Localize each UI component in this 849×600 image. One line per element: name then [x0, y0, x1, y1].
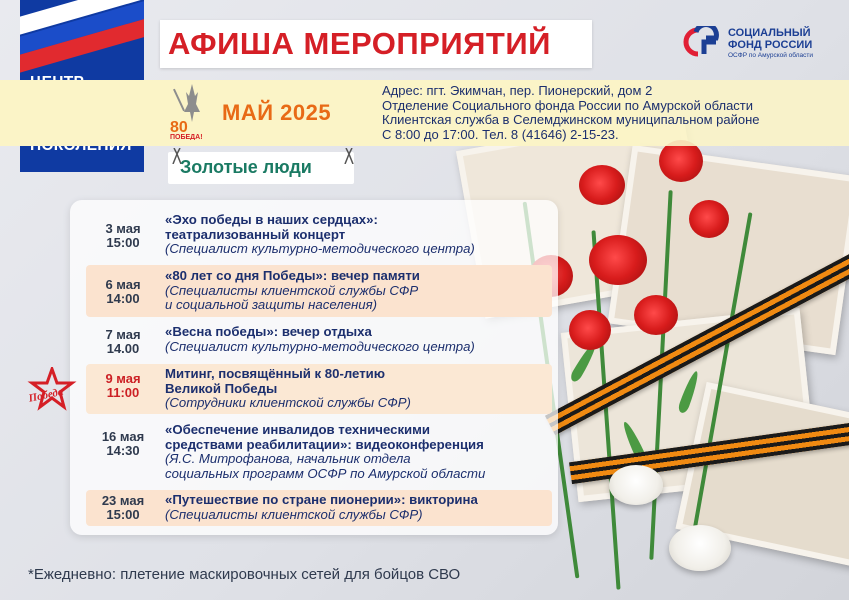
event-details: «Эхо победы в наших сердцах»: театрализованный концерт (Специалист культурно-методического центра) — [165, 212, 475, 256]
event-details: «80 лет со дня Победы»: вечер памяти (Специалисты клиентской службы СФР и социальной защиты населения) — [165, 268, 420, 312]
page-title: АФИША МЕРОПРИЯТИЙ — [168, 26, 551, 61]
ribbon-icon — [344, 148, 354, 164]
event-row — [86, 212, 552, 262]
event-row — [86, 322, 552, 360]
sfr-logo-icon — [682, 26, 722, 58]
event-date: 3 мая 15:00 — [105, 221, 141, 250]
event-details: «Обеспечение инвалидов техническими средствами реабилитации»: видеоконференция (Я.С. Митрофанова, начальник отдела социальных программ ОСФР по Амурской области — [165, 422, 486, 481]
event-row — [86, 490, 552, 526]
event-details: Митинг, посвящённый к 80-летию Великой Победы (Сотрудники клиентской службы СФР) — [165, 366, 411, 410]
event-row — [86, 420, 552, 484]
event-date: 6 мая 14:00 — [105, 277, 141, 306]
event-date: 16 мая 14:30 — [101, 429, 145, 458]
event-details: «Путешествие по стране пионерии»: викторина (Специалисты клиентской службы СФР) — [165, 492, 478, 522]
address-block — [382, 84, 760, 142]
address-line: Клиентская служба в Селемджинском муниципальном районе — [382, 112, 760, 127]
address-line: Адрес: пгт. Экимчан, пер. Пионерский, дом 2 — [382, 83, 653, 98]
month-label: МАЙ 2025 — [222, 100, 332, 125]
anniversary-number: 80 — [170, 119, 188, 136]
pobeda-label: ПОБЕДА! — [170, 134, 203, 140]
victory-star-icon — [24, 367, 80, 411]
sfr-region: ОСФР по Амурской области — [728, 52, 813, 59]
footnote: *Ежедневно: плетение маскировочных сетей для бойцов СВО — [28, 566, 461, 583]
address-line: С 8:00 до 17:00. Тел. 8 (41646) 2-15-23. — [382, 126, 619, 142]
event-date: 23 мая 15:00 — [101, 493, 145, 522]
victory-label: Победа — [27, 385, 65, 405]
address-line: Отделение Социального фонда России по Амурской области — [382, 97, 754, 113]
event-row — [86, 265, 552, 317]
victory-80-emblem — [168, 82, 216, 140]
event-date: 7 мая 14.00 — [105, 327, 141, 356]
sfr-name: СОЦИАЛЬНЫЙ ФОНД РОССИИ — [728, 27, 813, 51]
subtitle: Золотые люди — [180, 157, 312, 177]
event-details: «Весна победы»: вечер отдыха (Специалист культурно-методического центра) — [165, 324, 475, 354]
event-row — [86, 364, 552, 414]
event-date: 9 мая 11:00 — [105, 371, 141, 400]
